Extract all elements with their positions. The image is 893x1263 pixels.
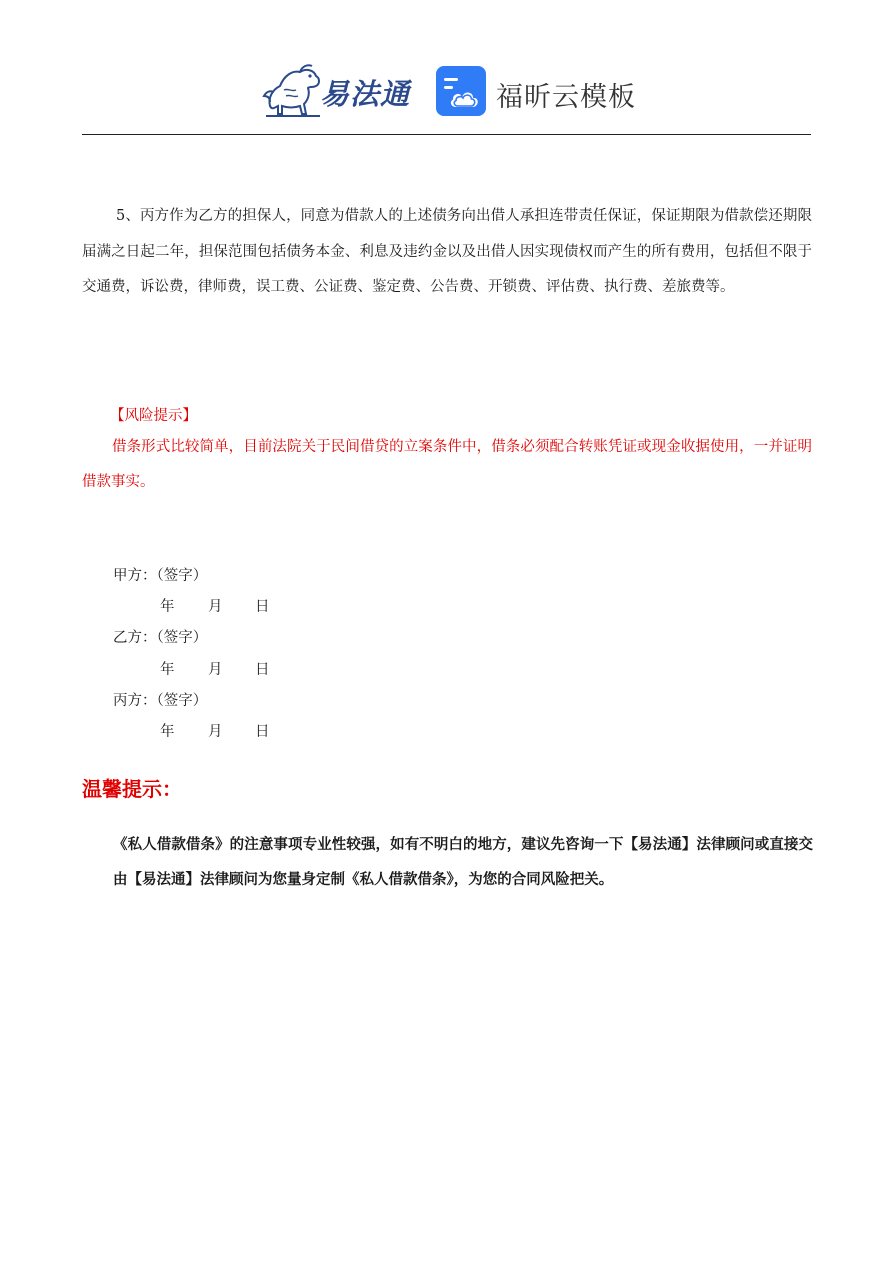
- yifatong-logo: [262, 62, 412, 120]
- month-label: 月: [208, 599, 223, 615]
- qilin-icon: [262, 62, 324, 120]
- party-a-signature: 甲方：（签字）: [113, 568, 208, 584]
- risk-body: 借条形式比较简单，目前法院关于民间借贷的立案条件中，借条必须配合转账凭证或现金收据使用，一并证明借款事实。: [82, 439, 812, 490]
- year-label: 年: [160, 724, 175, 740]
- party-c-signature: 丙方：（签字）: [113, 693, 208, 709]
- party-b-signature: 乙方：（签字）: [113, 630, 208, 646]
- yifatong-brand-text: 易法通: [320, 77, 411, 111]
- party-c-date: [160, 722, 270, 742]
- day-label: 日: [255, 724, 270, 740]
- day-label: 日: [255, 662, 270, 678]
- fuxin-brand-text: 福昕云模板: [496, 82, 636, 113]
- party-a-date: [160, 597, 270, 617]
- page-header: [0, 58, 893, 124]
- clause-5: 5、丙方作为乙方的担保人，同意为借款人的上述债务向出借人承担连带责任保证，保证期限为借款偿还期限届满之日起二年，担保范围包括债务本金、利息及违约金以及出借人因实现债权而产生的所有费用，包括但不限于交通费，诉讼费，律师费，误工费、公证费、鉴定费、公告费、开锁费、评估费、执行费、差旅费等。: [82, 208, 812, 295]
- tip-body: 《私人借款借条》的注意事项专业性较强，如有不明白的地方，建议先咨询一下【易法通】法律顾问或直接交由【易法通】法律顾问为您量身定制《私人借款借条》，为您的合同风险把关。: [113, 836, 813, 888]
- month-label: 月: [208, 662, 223, 678]
- cloud-document-icon: [436, 66, 486, 116]
- fuxin-logo: [436, 66, 636, 118]
- year-label: 年: [160, 599, 175, 615]
- month-label: 月: [208, 724, 223, 740]
- year-label: 年: [160, 662, 175, 678]
- header-divider: [82, 134, 811, 135]
- risk-title: 【风险提示】: [110, 408, 197, 424]
- tip-title: 温馨提示：: [82, 777, 182, 801]
- day-label: 日: [255, 599, 270, 615]
- party-b-date: [160, 660, 270, 680]
